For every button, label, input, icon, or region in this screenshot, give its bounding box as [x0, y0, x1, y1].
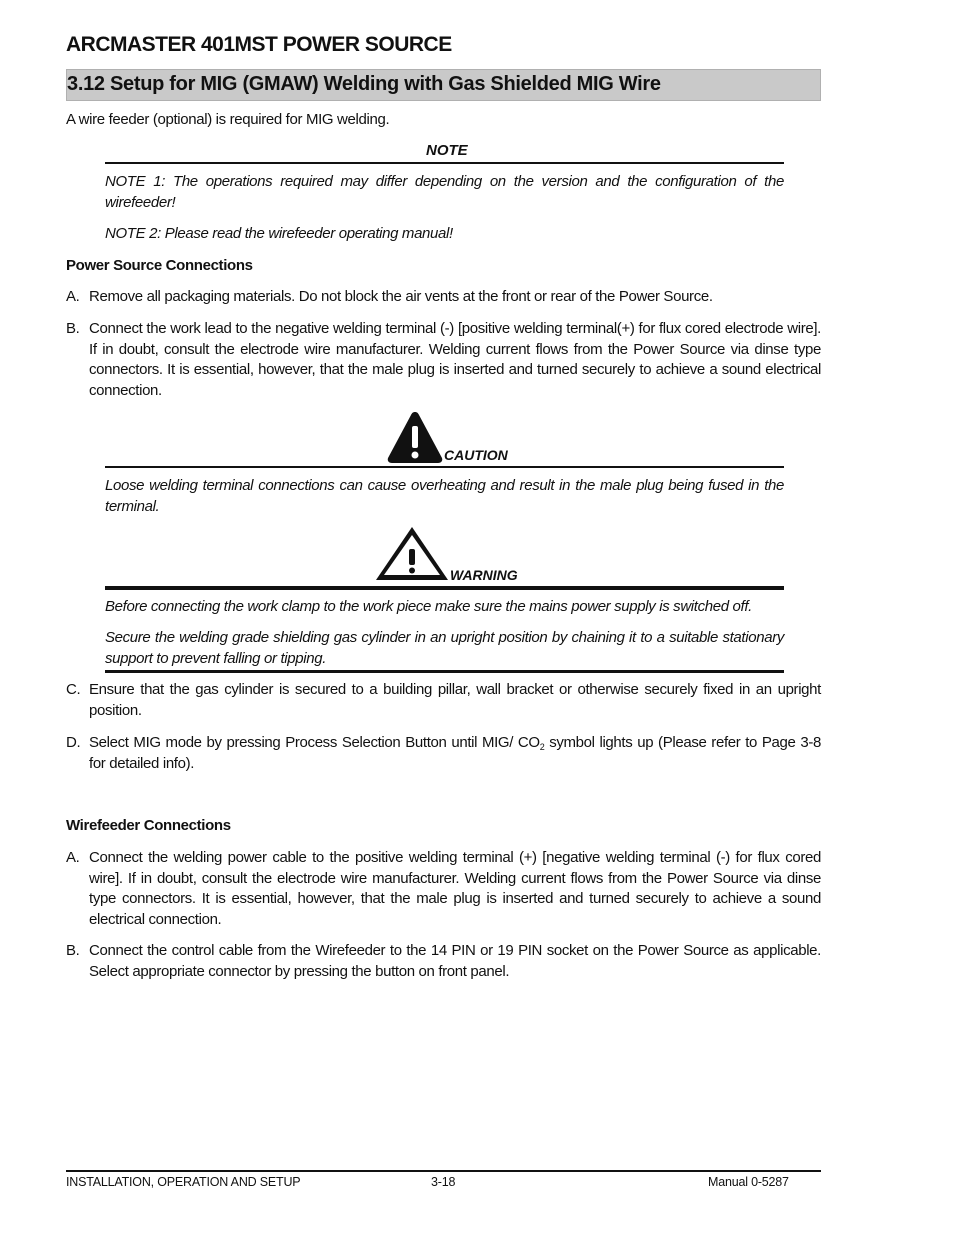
- note-label: NOTE: [426, 142, 468, 159]
- item-text-part: symbol lights up (Please refer to Page 3-8 for detailed info).: [89, 734, 821, 772]
- wirefeeder-item-a: [66, 848, 821, 930]
- caution-label: CAUTION: [444, 447, 508, 463]
- wirefeeder-heading: Wirefeeder Connections: [66, 817, 231, 834]
- caution-triangle-icon: [386, 410, 444, 464]
- footer-rule: [66, 1170, 821, 1172]
- page-number: 3-18: [431, 1175, 456, 1189]
- item-text: Ensure that the gas cylinder is secured to a building pillar, wall bracket or otherwise securely fixed in an upright position.: [89, 681, 821, 719]
- power-source-item-c: [66, 680, 821, 721]
- co2-subscript: 2: [539, 742, 545, 752]
- item-text: Connect the control cable from the Wirefeeder to the 14 PIN or 19 PIN socket on the Power Source as applicable. Select appropriate connector by pressing the button on front panel.: [89, 942, 821, 980]
- intro-text: A wire feeder (optional) is required for MIG welding.: [66, 111, 390, 128]
- section-header-bar: [66, 69, 821, 101]
- document-title: ARCMASTER 401MST POWER SOURCE: [66, 33, 452, 56]
- item-text: Connect the work lead to the negative welding terminal (-) [positive welding terminal(+) for flux cored electrode wire]. If in doubt, consult the electrode wire manufacturer. Welding current flows from the Power Source via dinse type connectors. It is essential, however, that the male plug is inserted and turned securely to achieve a sound electrical connection.: [89, 320, 821, 399]
- power-source-item-d: [66, 733, 821, 774]
- item-letter: B.: [66, 942, 80, 959]
- power-source-item-a: [66, 287, 821, 308]
- item-letter: B.: [66, 320, 80, 337]
- power-source-item-b: [66, 319, 821, 401]
- item-text: Remove all packaging materials. Do not block the air vents at the front or rear of the Power Source.: [89, 288, 713, 305]
- caution-top-rule: [105, 466, 784, 468]
- note-line-2: NOTE 2: Please read the wirefeeder operating manual!: [105, 225, 453, 242]
- warning-label: WARNING: [450, 567, 518, 583]
- item-text-part: Select MIG mode by pressing Process Selection Button until MIG/ CO: [89, 734, 540, 751]
- item-letter: C.: [66, 681, 81, 698]
- section-title: 3.12 Setup for MIG (GMAW) Welding with Gas Shielded MIG Wire: [67, 73, 661, 95]
- warning-bottom-rule: [105, 670, 784, 673]
- wirefeeder-item-b: [66, 941, 821, 982]
- item-letter: A.: [66, 288, 80, 305]
- note-top-rule: [105, 162, 784, 164]
- warning-triangle-icon: [374, 525, 450, 582]
- power-source-heading: Power Source Connections: [66, 257, 253, 274]
- warning-top-rule: [105, 586, 784, 590]
- item-text: Connect the welding power cable to the positive welding terminal (+) [negative welding terminal (-) for flux cored wire]. If in doubt, consult the electrode wire manufacturer. Welding current flows from the Power Source via dinse type connectors. It is essential, however, that the male plug is inserted and turned securely to achieve a sound electrical connection.: [89, 849, 821, 928]
- item-letter: A.: [66, 849, 80, 866]
- footer-left: INSTALLATION, OPERATION AND SETUP: [66, 1175, 301, 1189]
- warning-text-1: Before connecting the work clamp to the work piece make sure the mains power supply is switched off.: [105, 598, 752, 615]
- warning-text-2: Secure the welding grade shielding gas cylinder in an upright position by chaining it to a suitable stationary support to prevent falling or tipping.: [105, 629, 784, 667]
- item-text: [89, 733, 821, 774]
- item-letter: D.: [66, 734, 81, 751]
- note-line-1: NOTE 1: The operations required may differ depending on the version and the configuration of the wirefeeder!: [105, 173, 784, 211]
- caution-text: Loose welding terminal connections can cause overheating and result in the male plug being fused in the terminal.: [105, 477, 784, 515]
- footer-manual-number: Manual 0-5287: [708, 1175, 789, 1189]
